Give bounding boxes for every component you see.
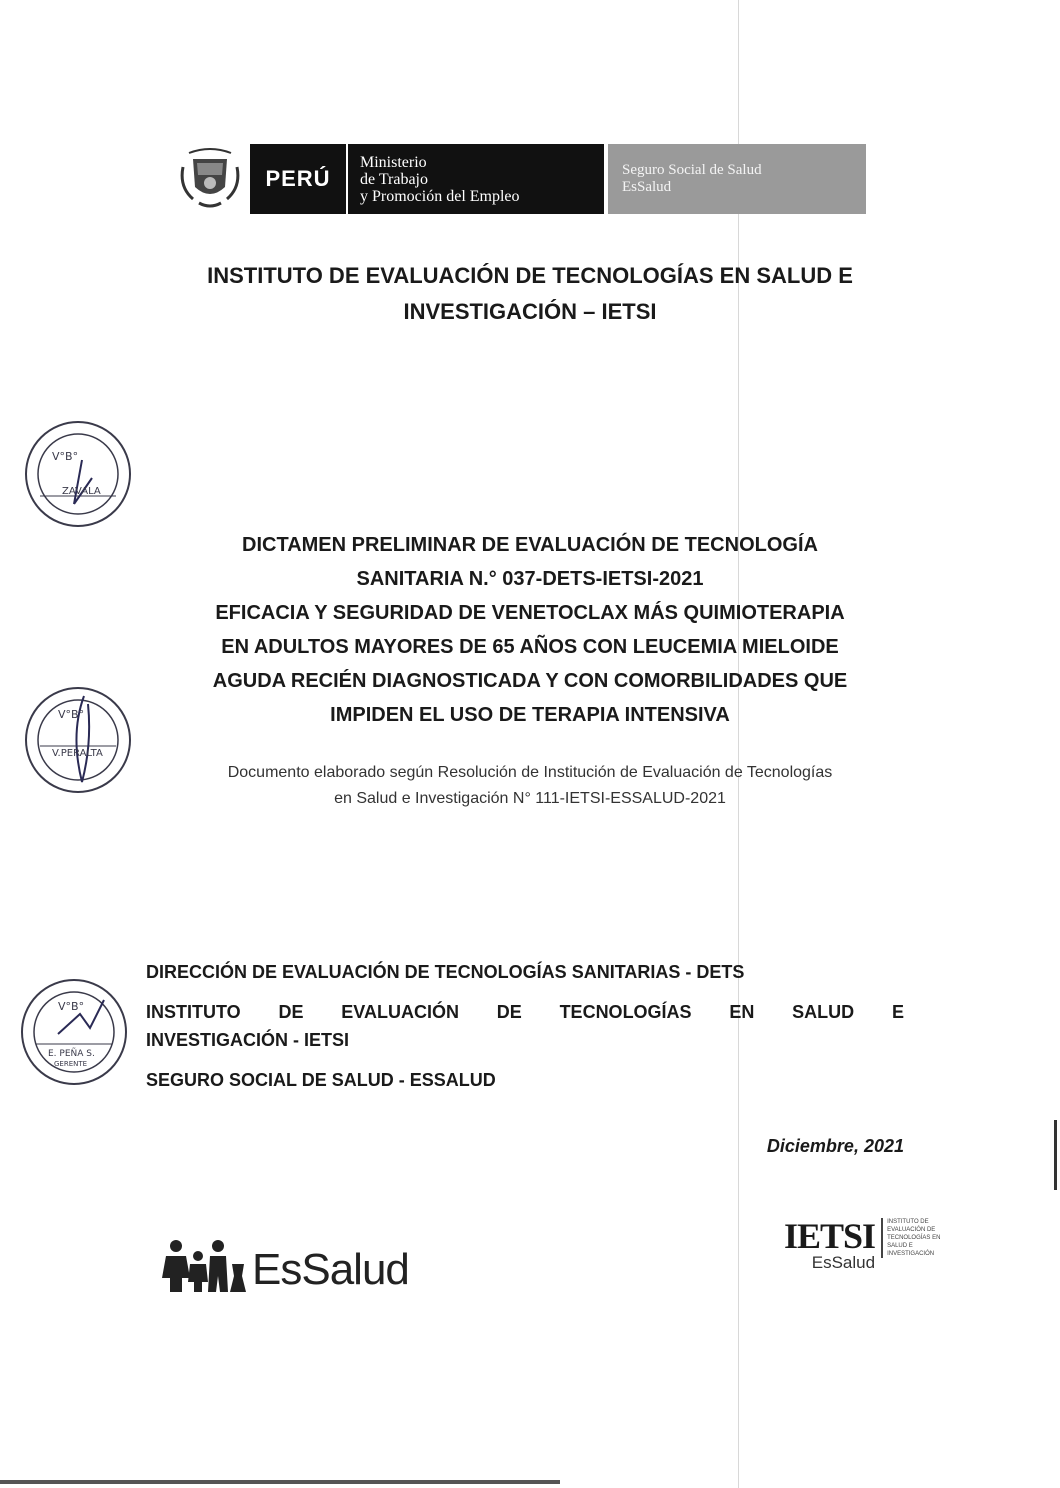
ietsi-wordmark: IETSI xyxy=(784,1216,876,1256)
dictamen-line: EFICACIA Y SEGURIDAD DE VENETOCLAX MÁS QUIMIOTERAPIA xyxy=(215,602,845,624)
dets-label: DIRECCIÓN DE EVALUACIÓN DE TECNOLOGÍAS SANITARIAS - DETS xyxy=(146,962,745,982)
essalud-label xyxy=(608,144,866,214)
national-crest-icon xyxy=(170,144,250,214)
ietsi-label-line1: INSTITUTO DE EVALUACIÓN DE TECNOLOGÍAS EN SALUD E xyxy=(146,1002,904,1022)
institute-title xyxy=(120,258,940,330)
dictamen-title xyxy=(120,528,940,732)
dictamen-line: DICTAMEN PRELIMINAR DE EVALUACIÓN DE TECNOLOGÍA xyxy=(242,534,818,556)
institute-title-line: INSTITUTO DE EVALUACIÓN DE TECNOLOGÍAS EN SALUD E xyxy=(207,263,853,288)
dictamen-line: AGUDA RECIÉN DIAGNOSTICADA Y CON COMORBILIDADES QUE xyxy=(212,670,848,692)
dictamen-line: EN ADULTOS MAYORES DE 65 AÑOS CON LEUCEMIA MIELOIDE xyxy=(221,636,839,658)
resolution-note xyxy=(120,760,940,812)
stamp-vb: V°B° xyxy=(52,450,79,463)
essalud-label-block: SEGURO SOCIAL DE SALUD - ESSALUD xyxy=(146,1070,496,1090)
scan-bottom-edge xyxy=(0,1480,560,1484)
ietsi-desc-line: INSTITUTO DE xyxy=(887,1219,929,1225)
ministry-line: de Trabajo xyxy=(360,170,428,188)
ministry-line: Ministerio xyxy=(360,153,427,171)
ietsi-desc-line: SALUD E xyxy=(887,1243,913,1249)
stamp-vb: V°B° xyxy=(58,1000,85,1013)
directorates-block xyxy=(146,958,904,1094)
dictamen-line: SANITARIA N.° 037-DETS-IETSI-2021 xyxy=(356,568,704,590)
stamp-role: GERENTE xyxy=(54,1060,88,1068)
ietsi-desc-line: INVESTIGACIÓN xyxy=(887,1251,935,1257)
ietsi-desc-line: EVALUACIÓN DE xyxy=(887,1227,936,1233)
approval-stamp-1 xyxy=(22,418,134,530)
peru-label: PERÚ xyxy=(250,144,346,214)
essalud-line: EsSalud xyxy=(622,179,672,195)
scan-fold-line xyxy=(738,0,739,1488)
essalud-line: Seguro Social de Salud xyxy=(622,162,762,178)
ministry-line: y Promoción del Empleo xyxy=(360,187,520,205)
government-banner xyxy=(170,144,866,214)
ietsi-desc-line: TECNOLOGÍAS EN xyxy=(887,1235,941,1241)
family-icon xyxy=(160,1238,246,1292)
ietsi-subtitle: EsSalud xyxy=(811,1253,876,1272)
document-date: Diciembre, 2021 xyxy=(766,1136,904,1156)
essalud-logo xyxy=(160,1236,409,1292)
approval-stamp-3 xyxy=(18,976,130,1088)
ietsi-description xyxy=(881,1218,947,1258)
scan-right-mark xyxy=(1054,1120,1057,1190)
stamp-name: V.PERALTA xyxy=(52,748,103,759)
resolution-note-line: en Salud e Investigación N° 111-IETSI-ESSALUD-2021 xyxy=(334,790,726,807)
ietsi-label-line2: INVESTIGACIÓN - IETSI xyxy=(146,1030,350,1050)
institute-title-line: INVESTIGACIÓN – IETSI xyxy=(403,299,657,324)
ministry-label xyxy=(346,144,604,214)
stamp-vb: V°B° xyxy=(58,708,85,721)
essalud-wordmark: EsSalud xyxy=(252,1245,409,1294)
resolution-note-line: Documento elaborado según Resolución de Institución de Evaluación de Tecnologías xyxy=(227,764,833,781)
stamp-name: ZAVALA xyxy=(62,486,101,497)
ietsi-logo xyxy=(784,1218,947,1272)
dictamen-line: IMPIDEN EL USO DE TERAPIA INTENSIVA xyxy=(330,704,730,726)
approval-stamp-2 xyxy=(22,684,134,796)
stamp-name: E. PEÑA S. xyxy=(48,1049,95,1059)
